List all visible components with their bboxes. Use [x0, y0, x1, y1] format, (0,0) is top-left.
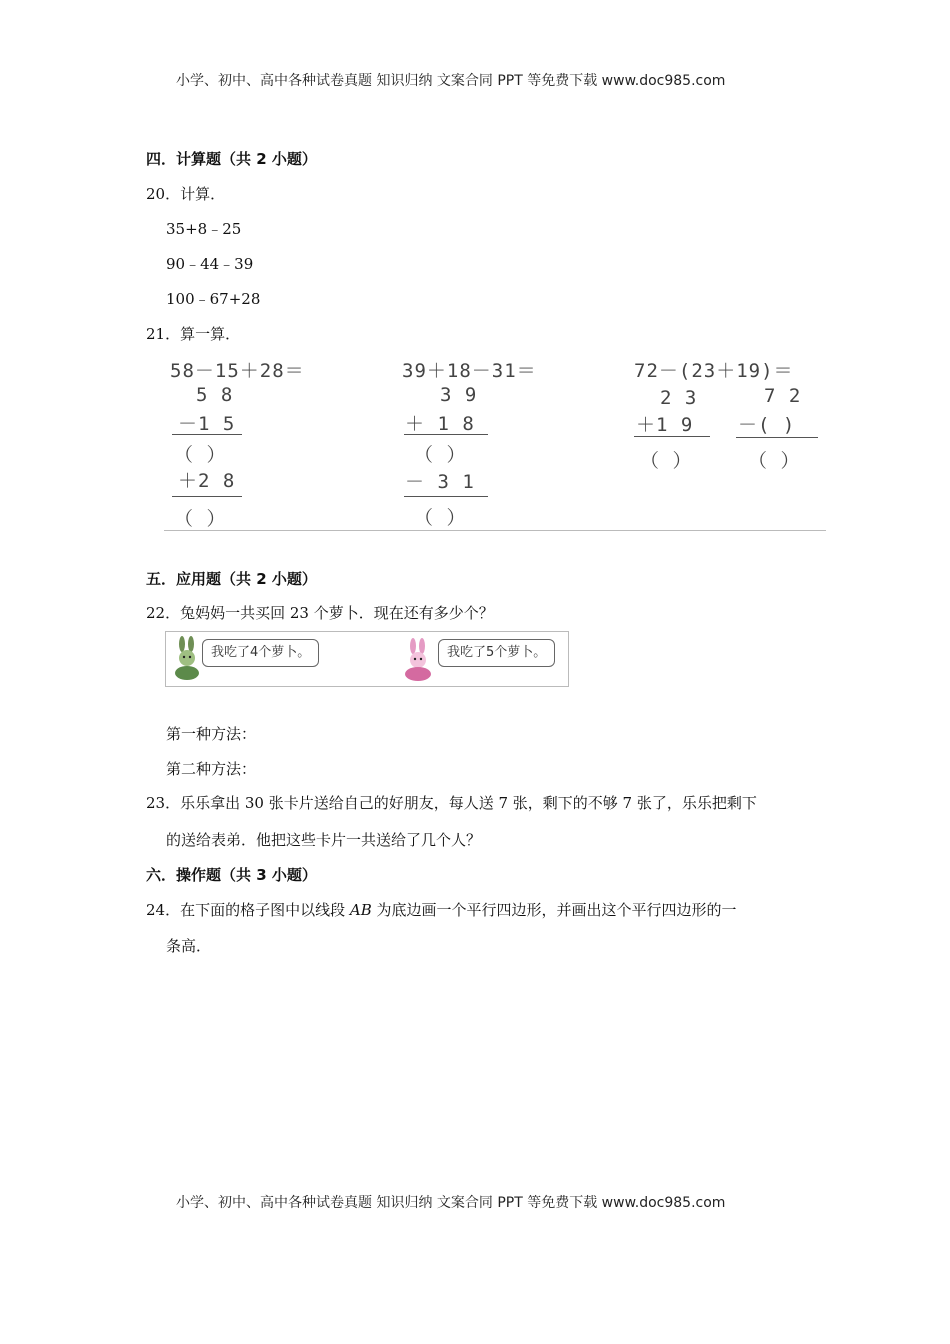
q21-col1-rule-1	[172, 434, 242, 435]
q21-col1-expression: 58－15＋28＝	[170, 360, 305, 382]
q21-col3-rule-b	[736, 437, 818, 438]
q21-col2-expression: 39＋18－31＝	[402, 360, 537, 382]
q21-col3-rule-a	[634, 436, 710, 437]
q21-col3-a-blank: （ ）	[640, 450, 693, 472]
q22-method-2: 第二种方法：	[166, 760, 257, 778]
q21-col2-subtrahend: － 3 1	[405, 471, 475, 493]
q24-segment-ab: AB	[349, 901, 372, 919]
q21-label: 21．算一算．	[146, 325, 241, 343]
q23-line-1: 23．乐乐拿出 30 张卡片送给自己的好朋友，每人送 7 张，剩下的不够 7 张了，乐乐把剩下	[146, 794, 757, 812]
q24-text-a: 24．在下面的格子图中以线段	[146, 901, 350, 919]
q21-col1-subtrahend: －1 5	[178, 413, 236, 435]
page-header: 小学、初中、高中各种试卷真题 知识归纳 文案合同 PPT 等免费下载 www.doc985.com	[176, 73, 726, 89]
q21-col2-rule-1	[404, 434, 488, 435]
q21-col3-a-number: 2 3	[660, 387, 698, 409]
q23-line-2: 的送给表弟．他把这些卡片一共送给了几个人？	[166, 831, 482, 849]
q24-line-1	[146, 899, 737, 920]
q21-col2-number: 3 9	[440, 384, 478, 406]
q21-col1-blank-2: （ ）	[174, 508, 227, 530]
section-6-title: 六．操作题（共 3 小题）	[146, 866, 317, 884]
q22-illustration	[165, 631, 569, 687]
page-footer: 小学、初中、高中各种试卷真题 知识归纳 文案合同 PPT 等免费下载 www.doc985.com	[176, 1195, 726, 1211]
q21-col1-number: 5 8	[196, 384, 234, 406]
q20-expr-1: 35+8﹣25	[166, 220, 242, 238]
q21-col1-addend: ＋2 8	[178, 470, 236, 492]
rabbit-1-speech-bubble: 我吃了4个萝卜。	[202, 639, 319, 667]
q21-col1-blank-1: （ ）	[174, 444, 227, 466]
rabbit-2-speech-bubble: 我吃了5个萝卜。	[438, 639, 555, 667]
q22-label: 22．兔妈妈一共买回 23 个萝卜．现在还有多少个？	[146, 604, 494, 622]
q21-col3-expression: 72－(23＋19)＝	[634, 360, 794, 382]
q21-col2-rule-2	[404, 496, 488, 497]
q21-col2-blank-1: （ ）	[414, 444, 467, 466]
q21-col2-blank-2: （ ）	[414, 507, 467, 529]
rabbit-icon-2	[400, 638, 436, 682]
q20-label: 20．计算．	[146, 185, 226, 203]
q21-col3-b-number: 7 2	[764, 385, 802, 407]
section-5-title: 五．应用题（共 2 小题）	[146, 570, 317, 588]
q20-expr-3: 100﹣67+28	[166, 290, 261, 308]
q21-col3-b-blank: （ ）	[748, 450, 801, 472]
q24-text-b: 为底边画一个平行四边形，并画出这个平行四边形的一	[371, 901, 737, 919]
q21-figure-bottom-border	[164, 530, 826, 531]
q21-col3-a-addend: ＋1 9	[636, 414, 694, 436]
q21-col1-rule-2	[172, 496, 242, 497]
q21-col3-b-subtract: －( )	[738, 414, 796, 436]
section-4-title: 四．计算题（共 2 小题）	[146, 150, 317, 168]
q24-line-2: 条高．	[166, 937, 212, 955]
q21-col2-addend: ＋ 1 8	[405, 413, 475, 435]
q20-expr-2: 90﹣44﹣39	[166, 255, 254, 273]
rabbit-icon-1	[170, 636, 204, 682]
q22-method-1: 第一种方法：	[166, 725, 257, 743]
